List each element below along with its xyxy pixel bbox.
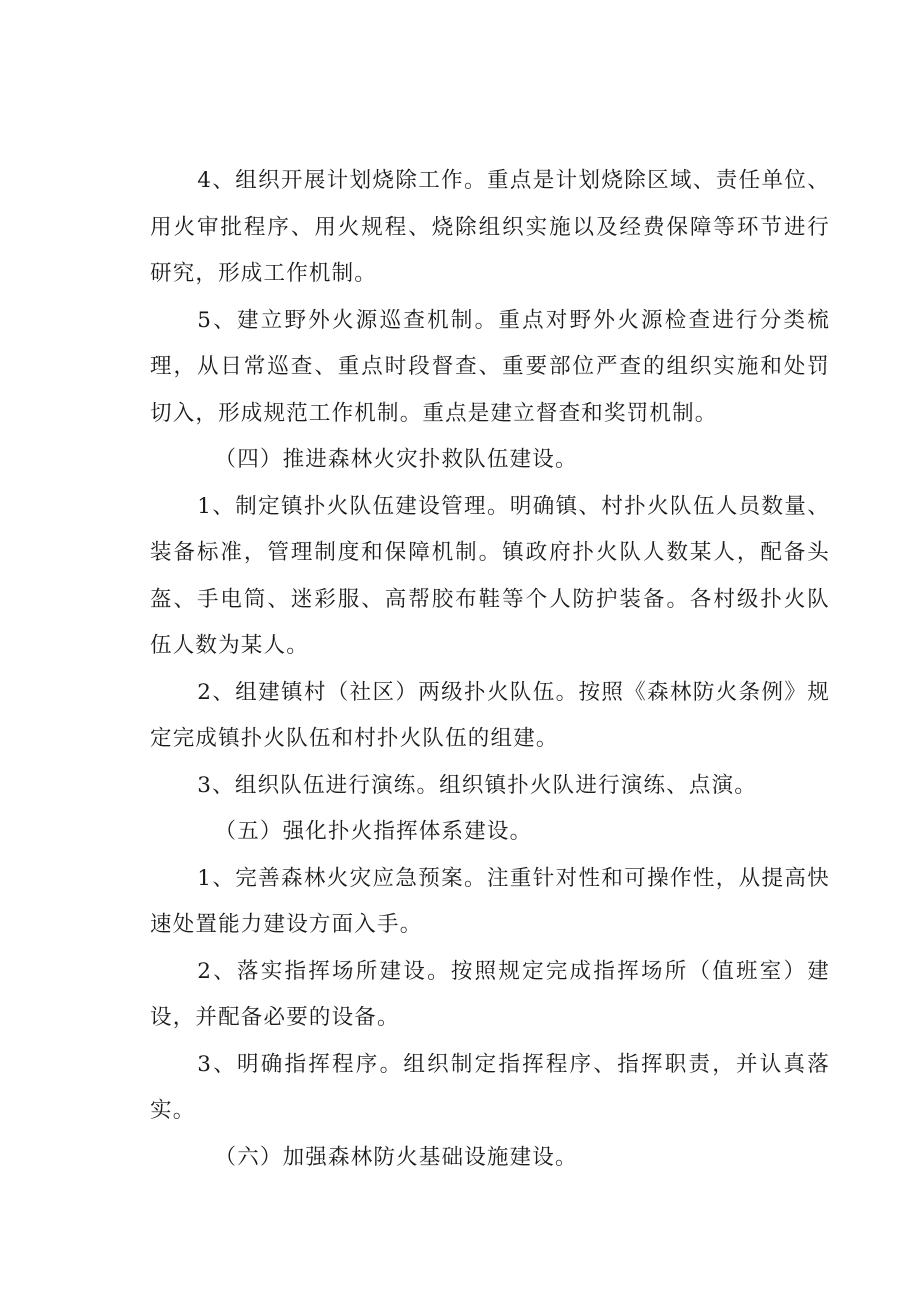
paragraph-item-3: 3、组织队伍进行演练。组织镇扑火队进行演练、点演。: [197, 772, 757, 798]
paragraph-item-4: 4、组织开展计划烧除工作。重点是计划烧除区域、责任单位、用火审批程序、用火规程、烧除组织实施以及经费保障等环节进行研究，形成工作机制。: [150, 168, 830, 286]
section-heading-5: （五）强化扑火指挥体系建设。: [214, 819, 533, 844]
document-body: [150, 158, 830, 1181]
paragraph-item-1: 1、完善森林火灾应急预案。注重针对性和可操作性，从提高快速处置能力建设方面入手。: [150, 865, 830, 937]
section-heading-6: （六）加强森林防火基础设施建设。: [214, 1144, 578, 1170]
section-heading-4: （四）推进森林火灾扑救队伍建设。: [214, 447, 578, 472]
paragraph-item-3: 3、明确指挥程序。组织制定指挥程序、指挥职责，并认真落实。: [150, 1051, 830, 1123]
paragraph-item-5: 5、建立野外火源巡查机制。重点对野外火源检查进行分类梳理，从日常巡查、重点时段督查、重要部位严查的组织实施和处罚切入，形成规范工作机制。重点是建立督查和奖罚机制。: [150, 307, 830, 426]
paragraph-item-2: 2、落实指挥场所建设。按照规定完成指挥场所（值班室）建设，并配备必要的设备。: [150, 958, 830, 1030]
paragraph-item-1: 1、制定镇扑火队伍建设管理。明确镇、村扑火队伍人员数量、装备标准，管理制度和保障机制。镇政府扑火队人数某人，配备头盔、手电筒、迷彩服、高帮胶布鞋等个人防护装备。各村级扑火队伍人数为某人。: [150, 493, 830, 658]
paragraph-item-2: 2、组建镇村（社区）两级扑火队伍。按照《森林防火条例》规定完成镇扑火队伍和村扑火队伍的组建。: [150, 679, 830, 751]
